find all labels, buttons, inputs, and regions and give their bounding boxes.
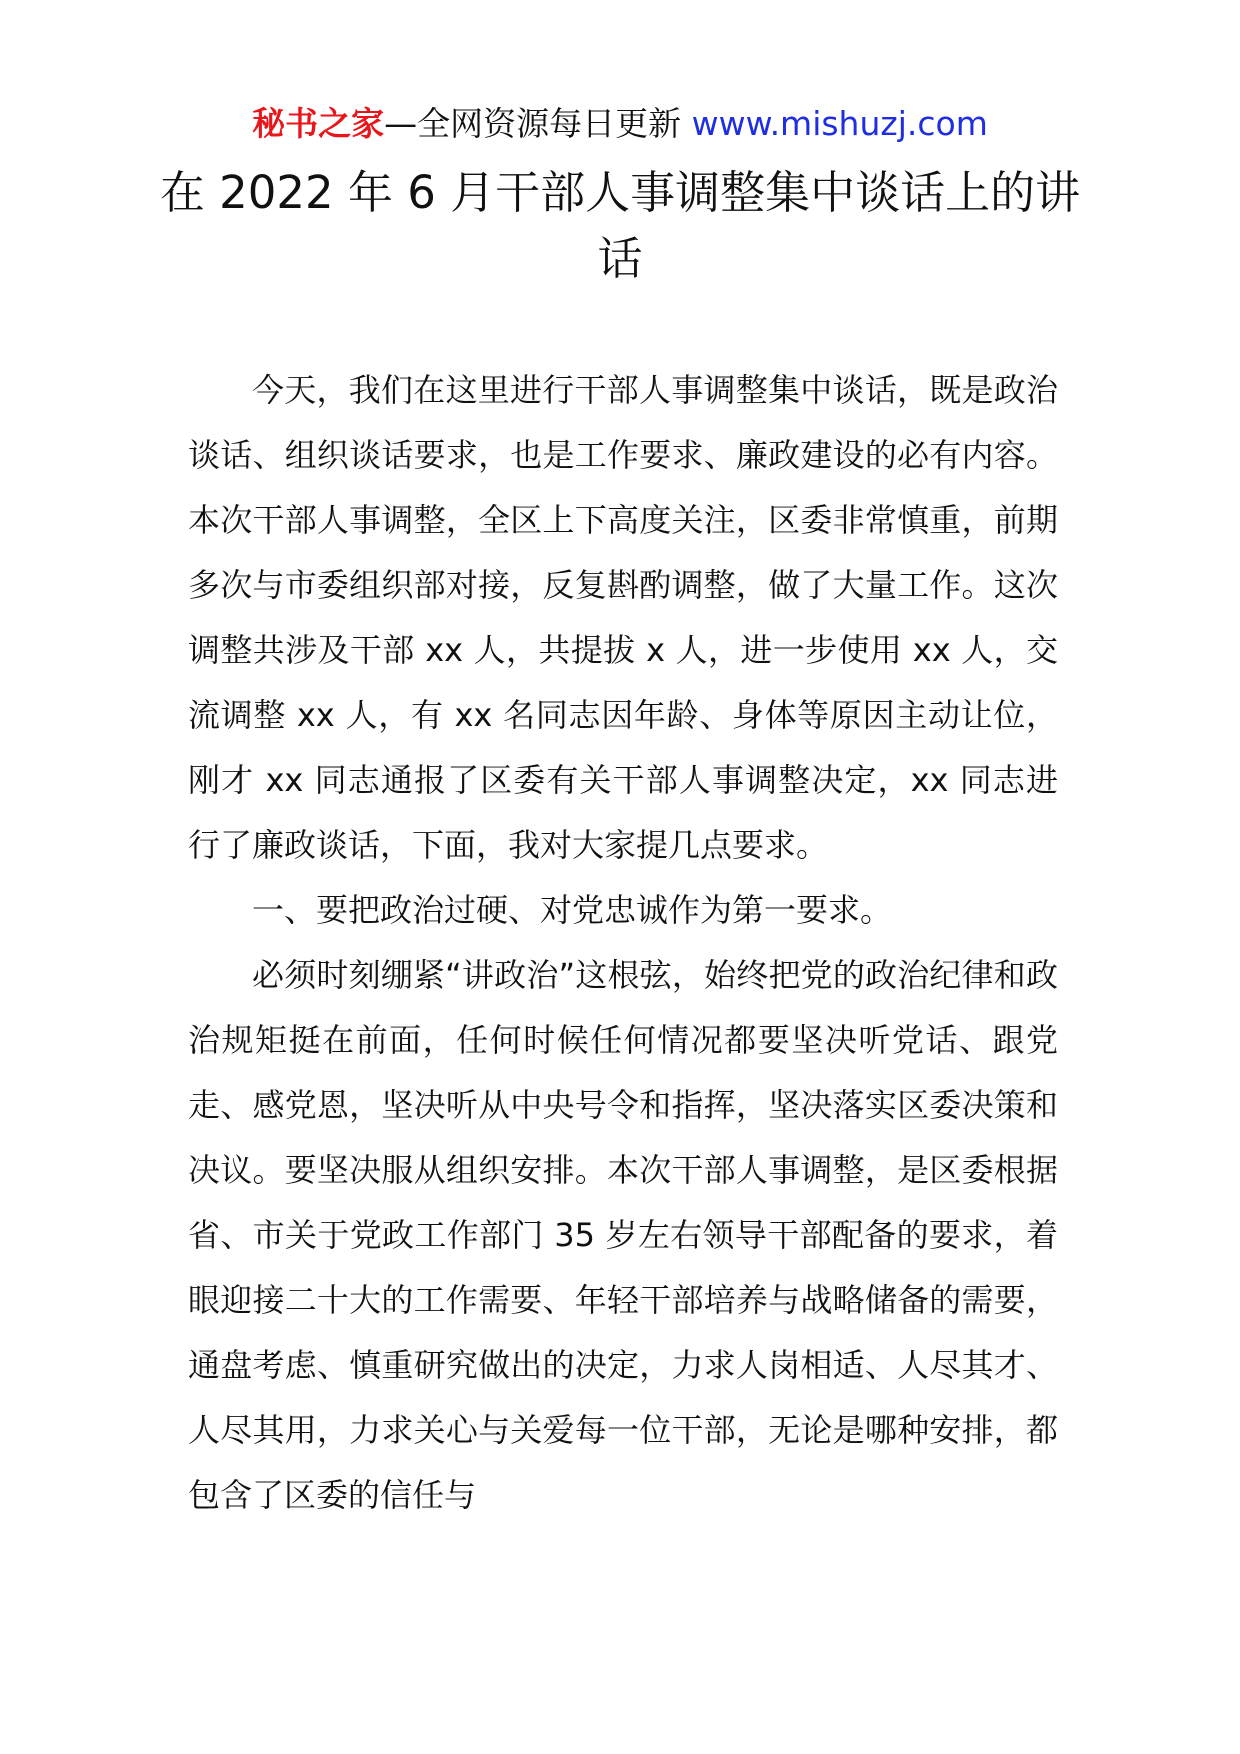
header-tagline: —全网资源每日更新	[384, 104, 692, 143]
document-body	[188, 358, 1058, 1528]
paragraph-intro: 今天，我们在这里进行干部人事调整集中谈话，既是政治谈话、组织谈话要求，也是工作要求、廉政建设的必有内容。本次干部人事调整，全区上下高度关注，区委非常慎重，前期多次与市委组织部对接，反复斟酌调整，做了大量工作。这次调整共涉及干部 xx 人，共提拔 x 人，进一步使用 xx 人，交流调整 xx 人，有 xx 名同志因年龄、身体等原因主动让位，刚才 xx 同志通报了区委有关干部人事调整决定，xx 同志进行了廉政谈话，下面，我对大家提几点要求。	[188, 371, 1058, 864]
section-heading-1: 一、要把政治过硬、对党忠诚作为第一要求。	[252, 891, 893, 929]
site-url-link[interactable]: www.mishuzj.com	[691, 104, 988, 143]
document-title: 在 2022 年 6 月干部人事调整集中谈话上的讲话	[159, 166, 1081, 285]
site-header	[0, 102, 1240, 146]
brand-name: 秘书之家	[252, 104, 385, 143]
paragraph-section-1: 必须时刻绷紧“讲政治”这根弦，始终把党的政治纪律和政治规矩挺在前面，任何时候任何情况都要坚决听党话、跟党走、感党恩，坚决听从中央号令和指挥，坚决落实区委决策和决议。要坚决服从组织安排。本次干部人事调整，是区委根据省、市关于党政工作部门 35 岁左右领导干部配备的要求，着眼迎接二十大的工作需要、年轻干部培养与战略储备的需要，通盘考虑、慎重研究做出的决定，力求人岗相适、人尽其才、人尽其用，力求关心与关爱每一位干部，无论是哪种安排，都包含了区委的信任与	[188, 956, 1058, 1514]
